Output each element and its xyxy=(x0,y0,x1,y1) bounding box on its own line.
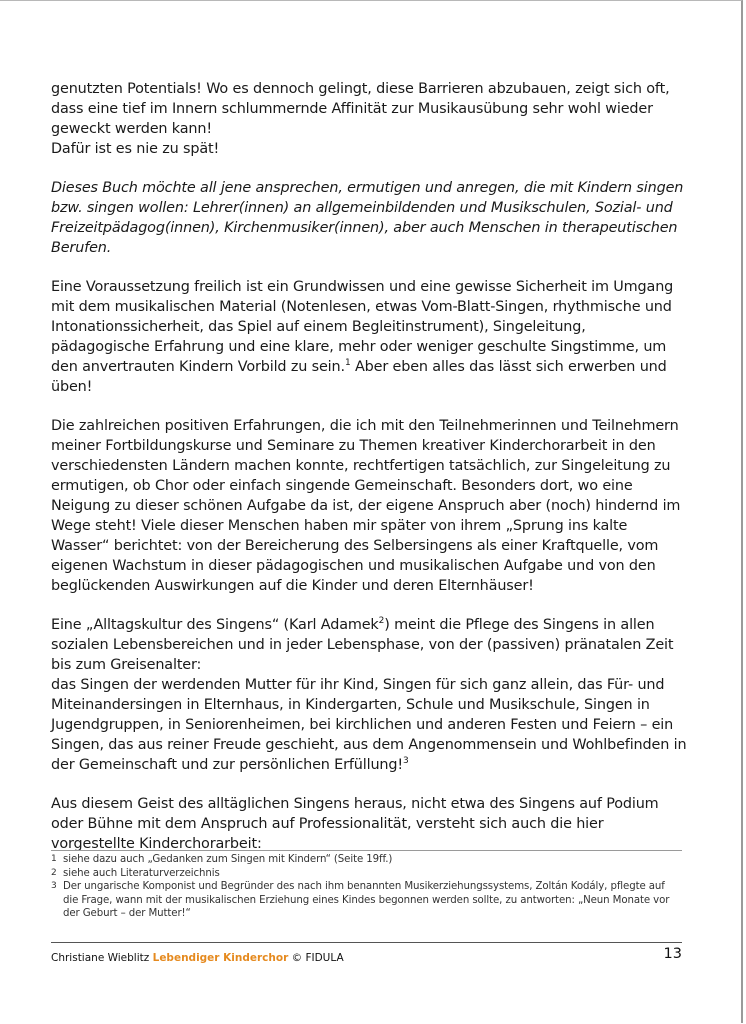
paragraph-2-italic: Dieses Buch möchte all jene ansprechen, ermutigen und anregen, die mit Kindern singen bzw. singen wollen: Lehrer(innen) an allgemeinbildenden und Musikschulen, Sozial- und Freizeitpädagog(innen), Kirchenmusiker(innen), aber auch Menschen in therapeutischen Berufen. xyxy=(51,180,684,256)
paragraph-3 xyxy=(51,277,687,397)
footnote-divider xyxy=(51,850,682,851)
paragraph-1: genutzten Potentials! Wo es dennoch gelingt, diese Barrieren abzubauen, zeigt sich oft, dass eine tief im Innern schlummernde Affinität zur Musikausübung sehr wohl wieder geweckt werden kann! xyxy=(51,81,670,137)
running-footer xyxy=(51,951,682,965)
paragraph-7: Aus diesem Geist des alltäglichen Singens heraus, nicht etwa des Singens auf Podium oder Bühne mit dem Anspruch auf Professionalität, versteht sich auch die hier vorgestellte Kinderchorarbeit: xyxy=(51,796,659,852)
paragraph-4: Die zahlreichen positiven Erfahrungen, die ich mit den Teilnehmerinnen und Teilnehmern meiner Fortbildungskurse und Seminare zu Themen kreativer Kinderchorarbeit in den verschiedensten Ländern machen konnte, rechtfertigen tatsächlich, zur Singeleitung zu ermutigen, ob Chor oder einfach singende Gemeinschaft. Besonders dort, wo eine Neigung zu dieser schönen Aufgabe da ist, der eigene Anspruch aber (noch) hindernd im Wege steht! Viele dieser Menschen haben mir später von ihrem „Sprung ins kalte Wasser“ berichtet: von der Bereicherung des Selbersingens als einer Kraftquelle, vom eigenen Wachstum in dieser pädagogischen und musikalischen Aufgabe und von den beglückenden Auswirkungen auf die Kinder und deren Elternhäuser! xyxy=(51,418,681,594)
footnote-text: siehe dazu auch „Gedanken zum Singen mit Kindern“ (Seite 19ff.) xyxy=(63,854,393,865)
paragraph-5-text-b: ) meint die Pflege des Singens in allen sozialen Lebensbereichen und in jeder Lebensphase, von der (passiven) pränatalen Zeit bis zum Greisenalter: xyxy=(51,617,674,673)
paragraph-6-text: das Singen der werdenden Mutter für ihr Kind, Singen für sich ganz allein, das Für- und Miteinandersingen in Elternhaus, in Kindergarten, Schule und Musikschule, Singen in Jugendgruppen, in Seniorenheimen, bei kirchlichen und anderen Festen und Feiern – ein Singen, das aus reiner Freude geschieht, aus dem Angenommensein und Wohlbefinden in der Gemeinschaft und zur persönlichen Erfüllung! xyxy=(51,677,687,773)
footer-book-title: Lebendiger Kinderchor xyxy=(152,952,289,964)
footer-publisher: © FIDULA xyxy=(291,952,344,964)
footnote-text: siehe auch Literaturverzeichnis xyxy=(63,867,220,879)
paragraph-5-text-a: Eine „Alltagskultur des Singens“ (Karl Adamek xyxy=(51,617,379,633)
footer-author: Christiane Wieblitz xyxy=(51,952,150,964)
paragraph-5 xyxy=(51,615,687,675)
paragraph-6 xyxy=(51,675,687,775)
footnote-text: Der ungarische Komponist und Begründer des nach ihm benannten Musikerziehungssystems, Zoltán Kodály, pflegte auf die Frage, wann mit der musikalischen Erziehung eines Kindes begonnen werden sollte, zu antworten: „Neun Monate vor der Geburt – der Mutter!“ xyxy=(63,881,670,919)
footer-divider xyxy=(51,942,682,943)
footnote-ref-3: 3 xyxy=(403,756,409,766)
footnote-item xyxy=(51,880,682,921)
footnote-ref-2: 2 xyxy=(378,616,385,626)
footnote-number: 3 xyxy=(51,881,57,891)
footnote-ref-1: 1 xyxy=(344,358,351,368)
body-text xyxy=(51,79,687,873)
paragraph-3-text-a: Eine Voraussetzung freilich ist ein Grundwissen und eine gewisse Sicherheit im Umgang mit dem musikalischen Material (Notenlesen, etwas Vom-Blatt-Singen, rhythmische und Intonationssicherheit, das Spiel auf einem Begleitinstrument), Singeleitung, pädagogische Erfahrung und eine klare, mehr oder weniger geschulte Singstimme, um den anvertrauten Kindern Vorbild zu sein. xyxy=(51,279,674,375)
footnote-number: 2 xyxy=(51,867,57,878)
paragraph-3-text-b: Aber eben alles das lässt sich erwerben und üben! xyxy=(51,359,667,395)
paragraph-1b: Dafür ist es nie zu spät! xyxy=(51,141,220,157)
page-number: 13 xyxy=(663,946,682,962)
footnote-number: 1 xyxy=(51,854,57,864)
footnote-item xyxy=(51,853,682,867)
footnotes xyxy=(51,853,682,921)
footnote-item xyxy=(51,867,682,881)
